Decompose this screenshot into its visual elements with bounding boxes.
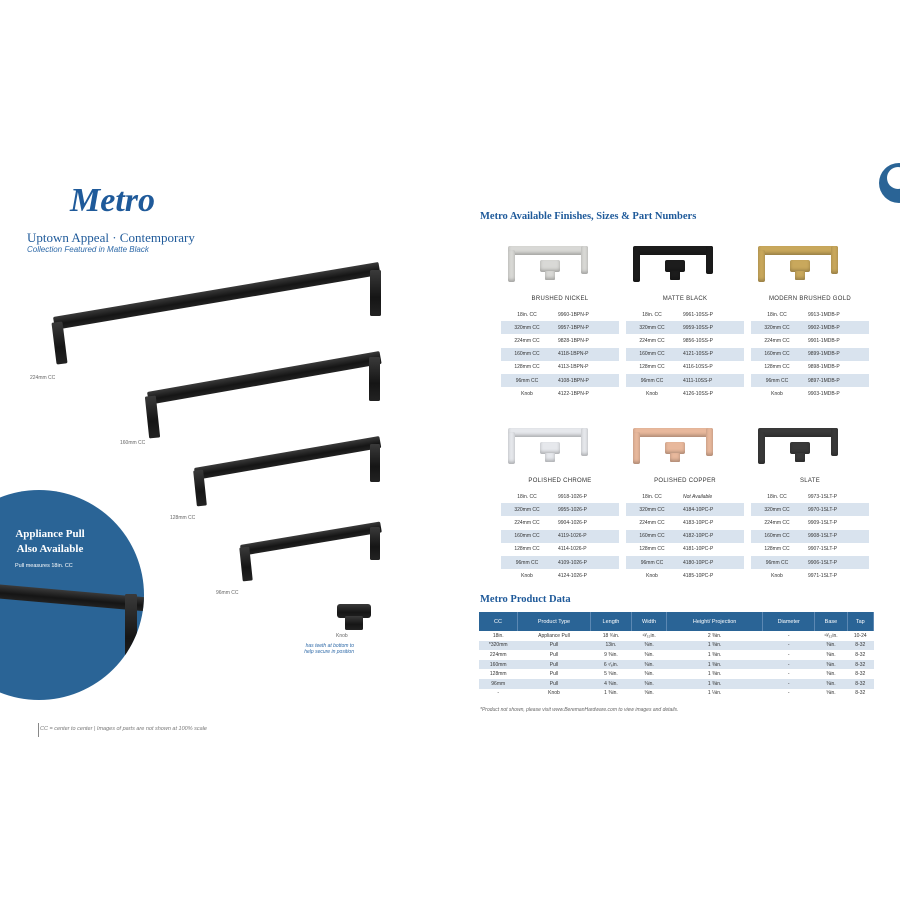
part-number-cell: 4184-10PC-P [678, 503, 744, 516]
size-cell: 96mm CC [501, 556, 553, 569]
finish-swatch-image [625, 420, 745, 470]
finish-slate [750, 420, 870, 582]
table-cell: 8-32 [847, 660, 873, 670]
table-cell: ⅜in. [631, 679, 666, 689]
table-row [501, 334, 619, 347]
size-cell: 160mm CC [751, 348, 803, 361]
part-number-cell: 9898-1MDB-P [808, 364, 840, 371]
part-number-cell: 4180-10PC-P [678, 556, 744, 569]
table-row [751, 490, 869, 503]
table-row [479, 641, 874, 651]
table-cell: - [787, 690, 790, 697]
table-row [626, 530, 744, 543]
size-cell: 96mm CC [626, 556, 678, 569]
pull-size-label: 128mm CC [170, 515, 196, 521]
part-number-cell: 4113-1BPN-P [558, 364, 589, 371]
part-number-cell: 4114-1026-P [558, 546, 587, 553]
table-row [501, 308, 619, 321]
part-number-cell: 4116-10SS-P [683, 364, 713, 371]
table-cell: 2 ⅜in. [707, 632, 722, 639]
part-number-cell: 9902-1MDB-P [803, 321, 869, 334]
table-cell: - [763, 660, 815, 670]
size-cell: 128mm CC [514, 546, 540, 553]
table-cell: 96mm [479, 679, 517, 689]
column-header: Width [631, 612, 666, 631]
table-cell: 4 ⅜in. [590, 679, 631, 689]
size-cell: 160mm CC [626, 348, 678, 361]
pull-size-label: 224mm CC [30, 375, 56, 381]
finish-polished-copper [625, 420, 745, 582]
table-row [626, 490, 744, 503]
table-row [479, 650, 874, 660]
size-cell: Knob [521, 390, 533, 397]
table-cell: 1 ⅛in. [707, 690, 722, 697]
table-row [501, 569, 619, 582]
table-row [751, 361, 869, 374]
finish-name: POLISHED COPPER [654, 478, 716, 484]
table-cell: ¹³⁄₃₂in. [824, 632, 838, 639]
table-cell: ⅜in. [644, 671, 654, 678]
part-number-cell: 9897-1MDB-P [803, 374, 869, 387]
size-cell: Knob [771, 390, 783, 397]
part-number-cell: 9961-10SS-P [683, 311, 714, 318]
table-row [626, 543, 744, 556]
finish-swatch-image [750, 420, 870, 470]
finish-name: BRUSHED NICKEL [531, 296, 589, 302]
size-cell: 128mm CC [514, 364, 540, 371]
column-header: Height/ Projection [667, 612, 763, 631]
size-cell: 224mm CC [764, 519, 790, 526]
appliance-pull-note: Pull measures 18in. CC [15, 563, 73, 569]
finish-part-table [501, 490, 619, 582]
part-number-cell: 9970-1SLT-P [803, 503, 869, 516]
table-cell: 8-32 [847, 679, 873, 689]
table-cell: ¹³⁄₃₂in. [642, 632, 656, 639]
table-row [501, 516, 619, 529]
part-number-cell: 4121-10SS-P [678, 348, 744, 361]
part-number-cell: 9908-1SLT-P [803, 530, 869, 543]
table-row [501, 530, 619, 543]
table-cell: 1 ⅜in. [604, 690, 618, 697]
size-cell: 224mm CC [764, 337, 790, 344]
table-cell: 8-32 [855, 671, 866, 678]
pull-size-label: 96mm CC [216, 590, 239, 596]
table-row [626, 321, 744, 334]
size-cell: 160mm CC [501, 530, 553, 543]
table-row [626, 516, 744, 529]
size-cell: Knob [646, 572, 658, 579]
product-data-table [479, 612, 874, 698]
table-cell: 10-24 [853, 632, 867, 639]
table-cell: ⅜in. [815, 679, 847, 689]
table-cell: 9 ⅜in. [604, 651, 618, 658]
product-data-note: *Product not shown, please visit www.BeremanHardware.com to view images and details. [480, 707, 679, 713]
part-number-cell: 9899-1MDB-P [803, 348, 869, 361]
finish-modern-brushed-gold [750, 238, 870, 400]
table-cell: - [763, 679, 815, 689]
size-cell: 96mm CC [501, 374, 553, 387]
part-number-cell: 4118-1BPN-P [553, 348, 619, 361]
knob-label: Knob [336, 633, 348, 639]
table-cell: Pull [517, 679, 590, 689]
table-row [501, 556, 619, 569]
part-number-cell: 9957-1BPN-P [553, 321, 619, 334]
size-cell: 96mm CC [751, 556, 803, 569]
table-cell: - [763, 641, 815, 651]
table-row [626, 569, 744, 582]
table-row [751, 387, 869, 400]
table-row [501, 543, 619, 556]
size-cell: Knob [646, 390, 658, 397]
column-header: Diameter [763, 612, 815, 631]
part-number-cell: 9903-1MDB-P [808, 390, 840, 397]
table-row [501, 321, 619, 334]
product-data-title: Metro Product Data [480, 594, 571, 605]
part-number-cell: 4108-1BPN-P [553, 374, 619, 387]
table-cell: *320mm [479, 641, 517, 651]
size-cell: 18in. CC [517, 493, 537, 500]
size-cell: 18in. CC [767, 493, 787, 500]
size-cell: 320mm CC [501, 503, 553, 516]
table-row [751, 374, 869, 387]
column-header: Base [815, 612, 847, 631]
table-cell: 1 ⅜in. [707, 671, 722, 678]
table-row [501, 387, 619, 400]
table-row [501, 348, 619, 361]
table-row [626, 334, 744, 347]
table-cell: Pull [517, 660, 590, 670]
size-cell: 18in. CC [767, 311, 787, 318]
size-cell: 128mm CC [639, 364, 665, 371]
finish-brushed-nickel [500, 238, 620, 400]
part-number-cell: 4126-10SS-P [683, 390, 714, 397]
table-cell: ⅝in. [644, 690, 654, 697]
finish-name: MATTE BLACK [662, 296, 708, 302]
table-row [626, 374, 744, 387]
table-cell: 8-32 [855, 651, 866, 658]
size-cell: 96mm CC [626, 374, 678, 387]
table-row [626, 308, 744, 321]
table-row [501, 490, 619, 503]
size-cell: 224mm CC [639, 337, 665, 344]
finish-swatch-image [750, 238, 870, 288]
table-row [751, 503, 869, 516]
part-number-cell: 9918-1026-P [558, 493, 587, 500]
table-cell: ⅜in. [815, 641, 847, 651]
scale-footnote: CC = center to center | Images of parts are not shown at 100% scale [40, 726, 207, 732]
part-number-cell: 9906-1SLT-P [803, 556, 869, 569]
table-row [751, 569, 869, 582]
part-number-cell: 4111-10SS-P [678, 374, 744, 387]
size-cell: 224mm CC [514, 519, 540, 526]
size-cell: 160mm CC [751, 530, 803, 543]
table-cell: Pull [549, 651, 559, 658]
table-row [751, 530, 869, 543]
part-number-cell: 9907-1SLT-P [808, 546, 838, 553]
finish-name: SLATE [799, 478, 821, 484]
size-cell: 18in. CC [642, 493, 662, 500]
table-row [501, 361, 619, 374]
table-cell: 128mm [489, 671, 507, 678]
finish-swatch-image [625, 238, 745, 288]
table-cell: 224mm [489, 651, 507, 658]
finish-matte-black [625, 238, 745, 400]
finish-part-table [501, 308, 619, 400]
column-header: Product Type [517, 612, 590, 631]
table-row [751, 556, 869, 569]
size-cell: Knob [521, 572, 533, 579]
size-cell: 320mm CC [626, 503, 678, 516]
table-cell: 8-32 [847, 641, 873, 651]
column-header: Length [590, 612, 631, 631]
part-number-cell: 9971-1SLT-P [808, 572, 838, 579]
part-number-cell: 4185-10PC-P [683, 572, 714, 579]
finish-part-table [626, 490, 744, 582]
part-number-cell: 4109-1026-P [553, 556, 619, 569]
table-row [751, 334, 869, 347]
part-number-cell: Not Available [683, 493, 713, 500]
finish-polished-chrome [500, 420, 620, 582]
collection-featured-note: Collection Featured in Matte Black [27, 245, 149, 254]
size-cell: 160mm CC [626, 530, 678, 543]
table-cell: - [787, 671, 790, 678]
finish-name: POLISHED CHROME [528, 478, 592, 484]
size-cell: 224mm CC [639, 519, 665, 526]
table-row [479, 669, 874, 679]
part-number-cell: 4124-1026-P [558, 572, 587, 579]
appliance-pull-title: Appliance Pull Also Available [15, 528, 85, 555]
footnote-divider [38, 723, 39, 737]
finish-swatch-image [500, 238, 620, 288]
table-row [501, 374, 619, 387]
table-cell: 5 ⅝in. [604, 671, 618, 678]
part-number-cell: 9828-1BPN-P [558, 337, 589, 344]
finishes-section-title: Metro Available Finishes, Sizes & Part Numbers [480, 211, 697, 222]
size-cell: 160mm CC [501, 348, 553, 361]
collection-title: Metro [70, 182, 155, 219]
table-cell: ⅜in. [815, 660, 847, 670]
column-header: CC [479, 612, 517, 631]
table-cell: ⅜in. [631, 641, 666, 651]
table-row [626, 348, 744, 361]
table-cell: ⅜in. [631, 660, 666, 670]
finish-part-table [751, 308, 869, 400]
finish-name: MODERN BRUSHED GOLD [768, 296, 852, 302]
part-number-cell: 4183-10PC-P [683, 519, 714, 526]
pull-size-label: 160mm CC [120, 440, 146, 446]
table-cell: - [787, 651, 790, 658]
table-row [479, 631, 874, 641]
table-cell: ⅜in. [826, 671, 836, 678]
finish-swatch-image [500, 420, 620, 470]
size-cell: 320mm CC [751, 321, 803, 334]
collection-subtitle: Uptown Appeal · Contemporary [27, 230, 195, 245]
part-number-cell: 9913-1MDB-P [808, 311, 840, 318]
part-number-cell: 9973-1SLT-P [808, 493, 838, 500]
table-cell: - [497, 690, 500, 697]
table-cell: Pull [517, 641, 590, 651]
part-number-cell: 9955-1026-P [553, 503, 619, 516]
table-cell: Appliance Pull [538, 632, 570, 639]
table-cell: 1 ⅜in. [667, 641, 763, 651]
table-cell: 1 ⅜in. [667, 679, 763, 689]
part-number-cell: 4182-10PC-P [678, 530, 744, 543]
column-header: Tap [847, 612, 873, 631]
part-number-cell: 4119-1026-P [553, 530, 619, 543]
size-cell: 224mm CC [514, 337, 540, 344]
table-cell: ⅜in. [826, 651, 836, 658]
table-cell: ⅜in. [644, 651, 654, 658]
part-number-cell: 9856-10SS-P [683, 337, 714, 344]
table-row [479, 679, 874, 689]
table-row [626, 503, 744, 516]
part-number-cell: 4122-1BPN-P [558, 390, 589, 397]
table-row [751, 543, 869, 556]
size-cell: 96mm CC [751, 374, 803, 387]
table-cell: 1 ⅜in. [707, 651, 722, 658]
finish-part-table [751, 490, 869, 582]
part-number-cell: 9959-10SS-P [678, 321, 744, 334]
product-data-header-row [479, 612, 874, 631]
part-number-cell: 9909-1SLT-P [808, 519, 838, 526]
table-row [751, 516, 869, 529]
knob-note: has teeth at bottom to help secure in position [304, 643, 354, 655]
size-cell: 128mm CC [639, 546, 665, 553]
table-row [501, 503, 619, 516]
table-cell: 6 ⁷⁄₈in. [590, 660, 631, 670]
table-cell: 1 ⅜in. [667, 660, 763, 670]
size-cell: 320mm CC [501, 321, 553, 334]
part-number-cell: 9960-1BPN-P [558, 311, 589, 318]
table-row [751, 348, 869, 361]
table-cell: ⅝in. [826, 690, 836, 697]
part-number-cell: 4181-10PC-P [683, 546, 714, 553]
size-cell: 18in. CC [642, 311, 662, 318]
table-cell: 8-32 [855, 690, 866, 697]
size-cell: Knob [771, 572, 783, 579]
size-cell: 320mm CC [626, 321, 678, 334]
table-row [479, 660, 874, 670]
part-number-cell: 9904-1026-P [558, 519, 587, 526]
table-row [626, 387, 744, 400]
table-cell: 18 ¾in. [602, 632, 620, 639]
size-cell: 128mm CC [764, 546, 790, 553]
table-row [626, 556, 744, 569]
table-cell: 160mm [479, 660, 517, 670]
table-row [626, 361, 744, 374]
part-number-cell: 9901-1MDB-P [808, 337, 840, 344]
table-cell: Knob [548, 690, 560, 697]
table-cell: - [787, 632, 790, 639]
size-cell: 320mm CC [751, 503, 803, 516]
finish-part-table [626, 308, 744, 400]
table-cell: Pull [549, 671, 559, 678]
table-row [751, 308, 869, 321]
table-row [479, 689, 874, 699]
table-row [751, 321, 869, 334]
table-cell: 18in. [492, 632, 504, 639]
size-cell: 128mm CC [764, 364, 790, 371]
appliance-pull-callout [0, 490, 144, 700]
table-cell: 13in. [590, 641, 631, 651]
size-cell: 18in. CC [517, 311, 537, 318]
